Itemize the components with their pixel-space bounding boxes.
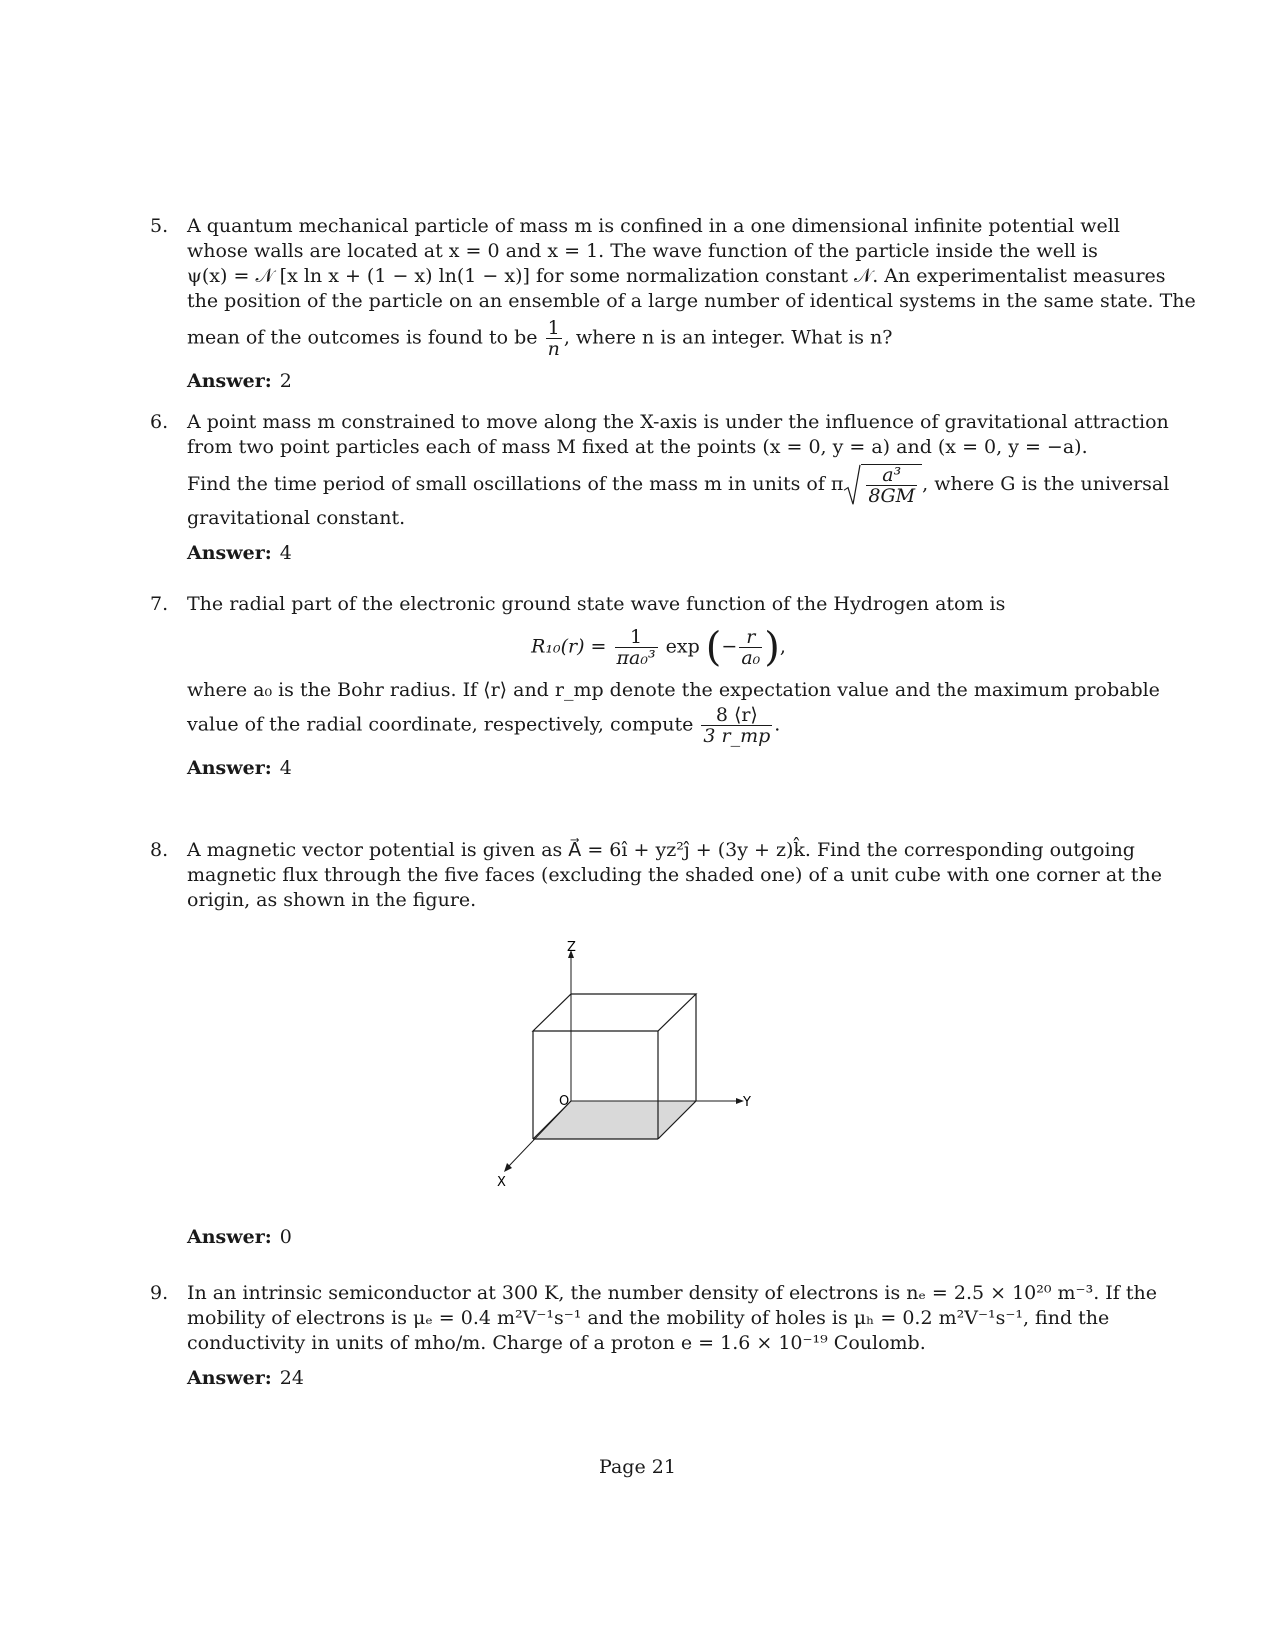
fraction — [701, 705, 772, 746]
answer — [187, 756, 1130, 781]
question-text-line: ψ(x) = 𝒩 [x ln x + (1 − x) ln(1 − x)] for some normalization constant 𝒩. An experimentalist measures — [187, 265, 1166, 287]
question-text-line: The radial part of the electronic ground state wave function of the Hydrogen atom is — [187, 593, 1006, 615]
question-text-line: magnetic flux through the five faces (excluding the shaded one) of a unit cube with one corner at the — [187, 864, 1162, 886]
question-text-line: where a₀ is the Bohr radius. If ⟨r⟩ and r_mp denote the expectation value and the maximum probable — [187, 679, 1160, 701]
text-fragment: mean of the outcomes is found to be — [187, 326, 538, 349]
question-text-line: A point mass m constrained to move along the X-axis is under the influence of gravitational attraction — [187, 411, 1169, 433]
question-number: 8. — [150, 839, 169, 861]
question-5 — [150, 214, 1196, 394]
fraction-denominator: 3 r_mp — [703, 725, 771, 747]
question-9 — [150, 1281, 1157, 1391]
answer — [187, 541, 1130, 566]
equation-lhs: R₁₀(r) = — [531, 635, 607, 658]
question-number: 6. — [150, 411, 169, 433]
question-8-answer — [150, 1225, 1130, 1250]
question-number: 5. — [150, 215, 169, 237]
answer-value: 24 — [279, 1367, 304, 1389]
question-text-line: gravitational constant. — [187, 507, 406, 529]
left-paren: ( — [705, 624, 722, 671]
question-6 — [150, 410, 1170, 566]
fraction-numerator: 1 — [546, 318, 562, 339]
unit-cube-figure — [480, 935, 780, 1195]
question-number: 9. — [150, 1282, 169, 1304]
answer-value: 0 — [279, 1226, 292, 1248]
question-text-line: origin, as shown in the figure. — [187, 889, 477, 911]
fraction-denominator: 8GM — [868, 485, 916, 507]
text-fragment: value of the radial coordinate, respectively, compute — [187, 713, 694, 736]
question-text-line — [187, 464, 1170, 507]
fraction-numerator: 8 ⟨r⟩ — [701, 705, 772, 726]
fraction-denominator: πa₀³ — [616, 647, 656, 669]
page-number: Page 21 — [599, 1456, 676, 1478]
question-text-line: A quantum mechanical particle of mass m is confined in a one dimensional infinite potential well — [187, 215, 1120, 237]
radical-sign — [843, 464, 861, 506]
fraction-numerator: r — [739, 627, 762, 648]
fraction — [546, 318, 562, 359]
fraction-numerator: a³ — [866, 465, 917, 486]
right-paren: ) — [764, 624, 780, 671]
answer-value: 4 — [279, 542, 292, 564]
fraction — [615, 627, 658, 668]
question-text-line: mobility of electrons is μₑ = 0.4 m²V⁻¹s⁻¹ and the mobility of holes is μₕ = 0.2 m²V⁻¹s⁻¹, find the — [187, 1307, 1110, 1329]
question-text-line: whose walls are located at x = 0 and x = 1. The wave function of the particle inside the well is — [187, 240, 1098, 262]
question-text-line: value of the radial coordinate, respectively, compute $\frac{8 ⟨r⟩}{3 r\_mp}$ . — [187, 704, 781, 747]
answer — [187, 1225, 1130, 1250]
text-fragment: , where n is an integer. What is n? — [563, 326, 893, 349]
answer-label: Answer: — [187, 757, 272, 779]
question-text-line: A magnetic vector potential is given as A⃗ = 6î + yz²ĵ + (3y + z)k̂. Find the corresponding outgoing — [187, 839, 1135, 861]
answer-label: Answer: — [187, 542, 272, 564]
question-number: 7. — [150, 593, 169, 615]
answer-label: Answer: — [187, 1226, 272, 1248]
display-equation: R₁₀(r) = $\frac{1}{\text{πa₀³}}$ exp (− $\frac{r}{\text{a₀}}$ ), — [531, 624, 786, 671]
answer-value: 2 — [279, 370, 292, 392]
square-root — [843, 464, 922, 506]
fraction-denominator: n — [547, 338, 560, 360]
text-fragment: Find the time period of small oscillations of the mass m in units of π — [187, 473, 844, 495]
answer-value: 4 — [279, 757, 292, 779]
text-fragment: , where G is the universal — [922, 473, 1170, 495]
answer — [187, 1366, 1130, 1391]
z-axis-label: Z — [567, 940, 576, 955]
question-text-line: the position of the particle on an ensemble of a large number of identical systems in the same state. The — [187, 290, 1196, 312]
question-text-line: conductivity in units of mho/m. Charge of a proton e = 1.6 × 10⁻¹⁹ Coulomb. — [187, 1332, 926, 1354]
question-7 — [150, 592, 1160, 781]
question-8 — [150, 838, 1162, 913]
x-axis-label: X — [497, 1175, 506, 1190]
origin-label: O — [559, 1094, 570, 1109]
fraction — [866, 465, 917, 506]
fraction-numerator: 1 — [615, 627, 658, 648]
fraction-denominator: a₀ — [741, 647, 761, 669]
exp-function: exp — [665, 635, 700, 658]
fraction — [739, 627, 762, 668]
question-text-line — [187, 318, 1130, 359]
question-text-line: In an intrinsic semiconductor at 300 K, the number density of electrons is nₑ = 2.5 × 10²⁰ m⁻³. If the — [187, 1282, 1157, 1304]
y-axis-label: Y — [743, 1095, 751, 1110]
question-text-line: from two point particles each of mass M fixed at the points (x = 0, y = a) and (x = 0, y = −a). — [187, 436, 1088, 458]
shaded-face — [533, 1101, 696, 1139]
answer-label: Answer: — [187, 1367, 272, 1389]
answer — [187, 369, 1130, 394]
answer-label: Answer: — [187, 370, 272, 392]
